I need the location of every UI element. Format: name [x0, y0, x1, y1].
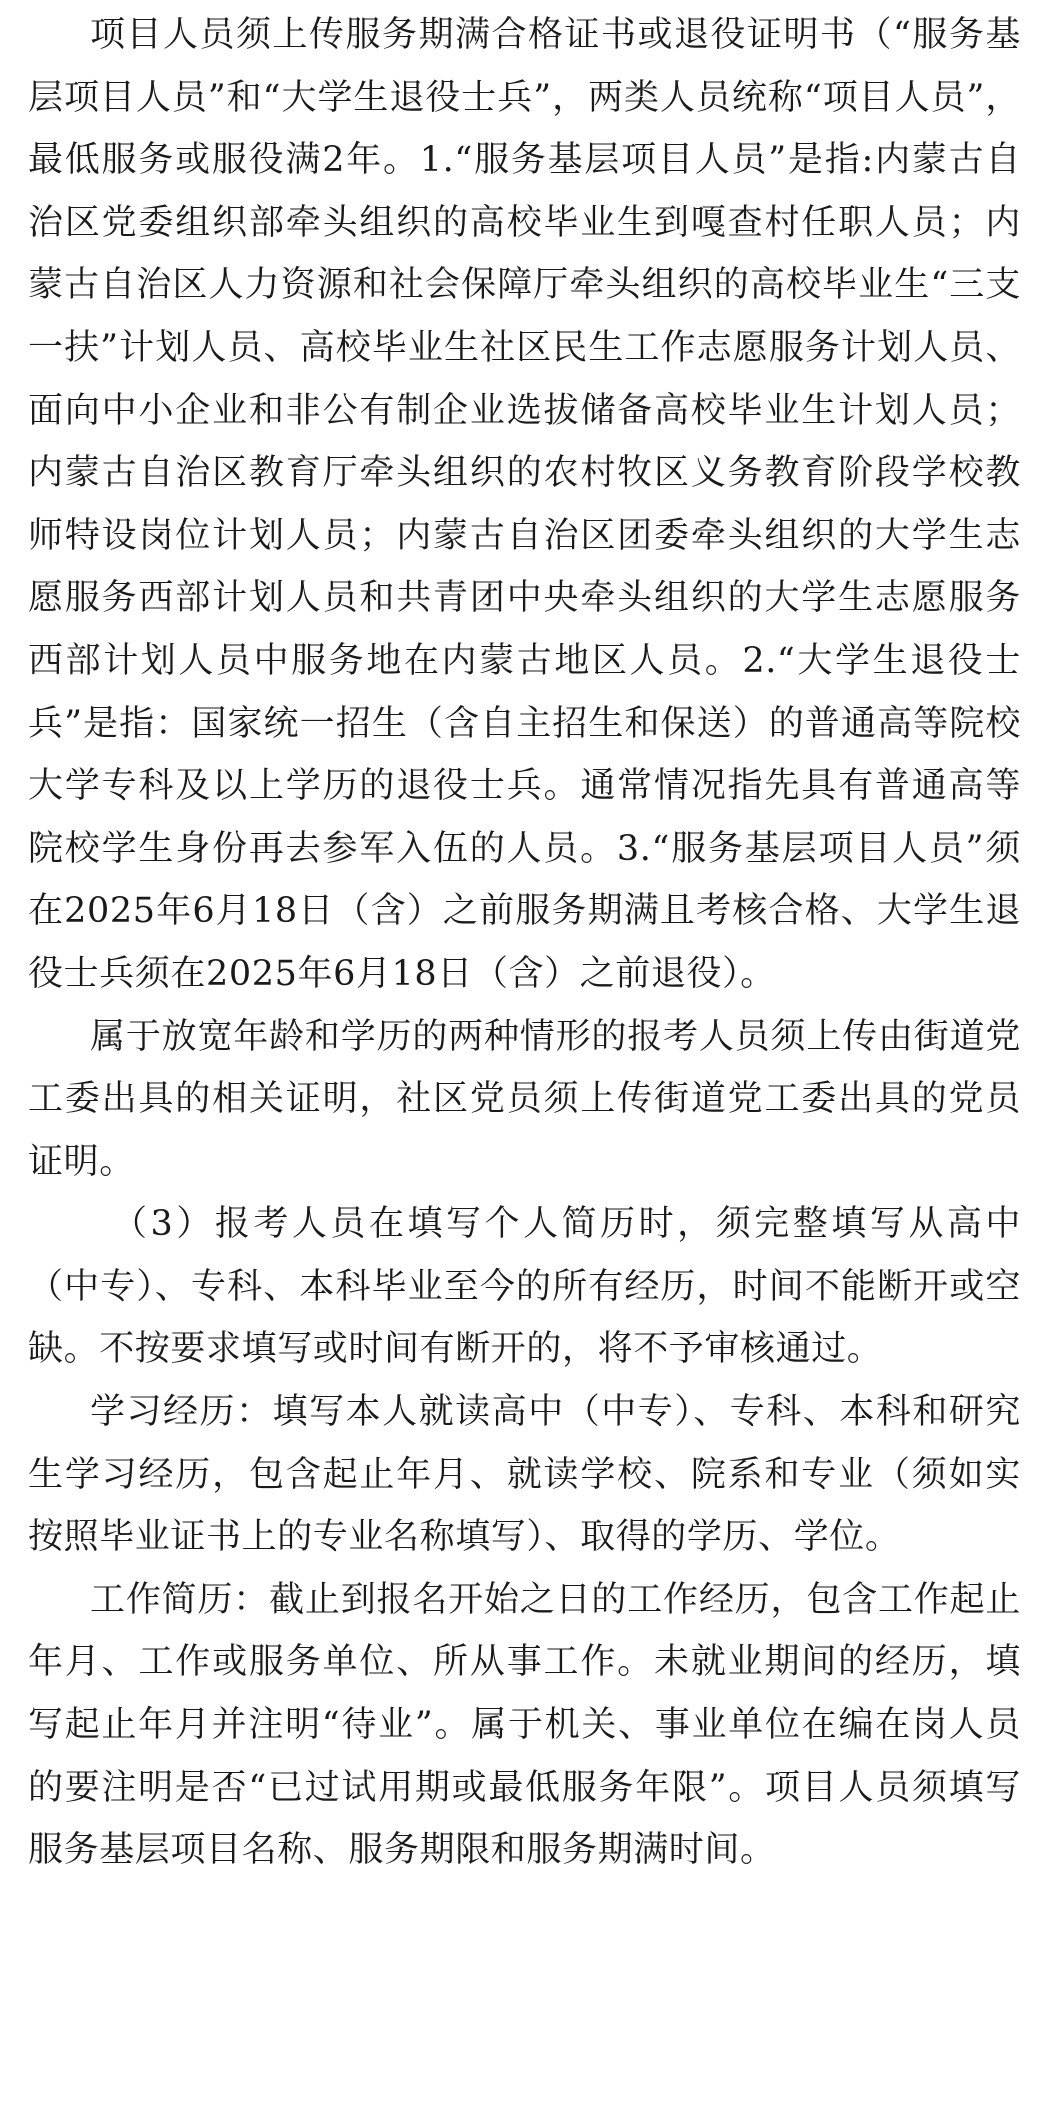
paragraph-resume-requirement: （3）报考人员在填写个人简历时，须完整填写从高中（中专）、专科、本科毕业至今的所有经历，时间不能断开或空缺。不按要求填写或时间有断开的，将不予审核通过。 — [28, 1204, 1021, 1370]
paragraph-work-history: 工作简历：截止到报名开始之日的工作经历，包含工作起止年月、工作或服务单位、所从事工作。未就业期间的经历，填写起止年月并注明“待业”。属于机关、事业单位在编在岗人员的要注明是否“已过试用期或最低服务年限”。项目人员须填写服务基层项目名称、服务期限和服务期满时间。 — [28, 1579, 1021, 1871]
paragraph-project-personnel: 项目人员须上传服务期满合格证书或退役证明书（“服务基层项目人员”和“大学生退役士兵”，两类人员统称“项目人员”，最低服务或服役满2年。1.“服务基层项目人员”是指:内蒙古自治区党委组织部牵头组织的高校毕业生到嘎查村任职人员；内蒙古自治区人力资源和社会保障厅牵头组织的高校毕业生“三支一扶”计划人员、高校毕业生社区民生工作志愿服务计划人员、面向中小企业和非公有制企业选拔储备高校毕业生计划人员；内蒙古自治区教育厅牵头组织的农村牧区义务教育阶段学校教师特设岗位计划人员；内蒙古自治区团委牵头组织的大学生志愿服务西部计划人员和共青团中央牵头组织的大学生志愿服务西部计划人员中服务地在内蒙古地区人员。2.“大学生退役士兵”是指：国家统一招生（含自主招生和保送）的普通高等院校大学专科及以上学历的退役士兵。通常情况指先具有普通高等院校学生身份再去参军入伍的人员。3.“服务基层项目人员”须在2025年6月18日（含）之前服务期满且考核合格、大学生退役士兵须在2025年6月18日（含）之前退役）。 — [28, 15, 1021, 994]
paragraph-education-history: 学习经历：填写本人就读高中（中专）、专科、本科和研究生学习经历，包含起止年月、就读学校、院系和专业（须如实按照毕业证书上的专业名称填写）、取得的学历、学位。 — [28, 1392, 1021, 1558]
paragraph-relaxed-age-education: 属于放宽年龄和学历的两种情形的报考人员须上传由街道党工委出具的相关证明，社区党员须上传街道党工委出具的党员证明。 — [28, 1016, 1021, 1182]
